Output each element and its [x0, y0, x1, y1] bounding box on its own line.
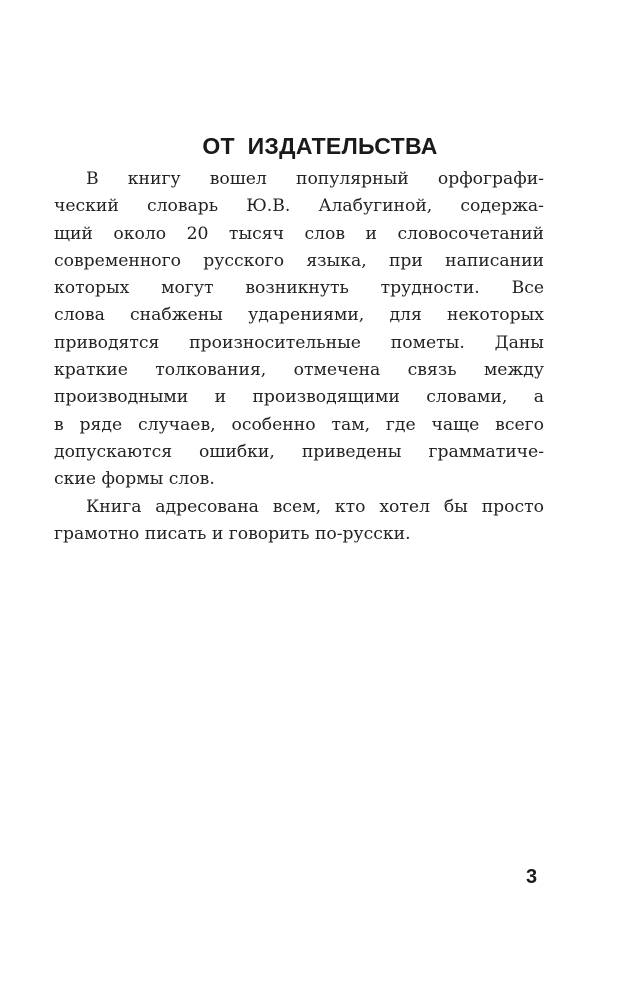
text-line: слова снабжены ударениями, для некоторых — [54, 305, 544, 326]
text-line: щий около 20 тысяч слов и словосочетаний — [54, 223, 544, 244]
page-title: ОТ ИЗДАТЕЛЬСТВА — [202, 133, 438, 160]
text-line: грамотно писать и говорить по-русски. — [54, 523, 411, 544]
text-line: краткие толкования, отмечена связь между — [54, 360, 544, 381]
page-number: 3 — [526, 866, 538, 888]
paragraph-2 — [54, 494, 544, 549]
text-line: В книгу вошел популярный орфографи- — [86, 169, 544, 189]
text-line: в ряде случаев, особенно там, где чаще всего — [54, 414, 544, 435]
text-line: производными и производящими словами, а — [54, 387, 544, 408]
paragraph-1 — [54, 166, 544, 494]
text-line: Книга адресована всем, кто хотел бы просто — [86, 496, 544, 517]
body-text — [54, 166, 544, 548]
text-line: ские формы слов. — [54, 469, 215, 490]
text-line: современного русского языка, при написании — [54, 250, 544, 271]
text-line: допускаются ошибки, приведены грамматиче- — [54, 441, 544, 462]
text-line: приводятся произносительные пометы. Даны — [54, 332, 544, 353]
text-line: которых могут возникнуть трудности. Все — [54, 278, 544, 299]
text-line: ческий словарь Ю.В. Алабугиной, содержа- — [54, 196, 544, 217]
